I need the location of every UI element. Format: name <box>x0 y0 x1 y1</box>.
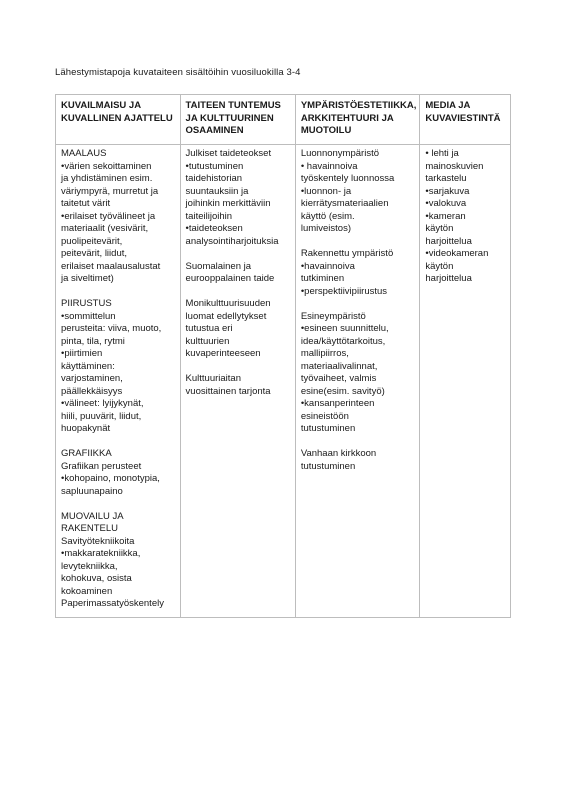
content-line: •havainnoiva <box>300 260 355 272</box>
header-row <box>56 95 511 145</box>
content-line: •piirtimien <box>61 348 103 359</box>
content-line: •makkaratekniikka, <box>61 548 141 559</box>
content-line: •sommittelun <box>61 310 116 322</box>
content-line: •värien sekoittaminen <box>61 160 152 172</box>
content-line: Paperimassatyöskentely <box>61 598 164 609</box>
content-line: kulttuurien <box>185 335 230 347</box>
cell-kuvailmaisu <box>56 145 181 618</box>
content-line: •valokuva <box>425 198 467 209</box>
content-block <box>186 373 291 398</box>
content-line: analysointiharjoituksia <box>185 235 279 247</box>
content-line: kierrätysmateriaalien <box>300 198 389 209</box>
header-line: JA KULTTUURINEN <box>185 112 274 124</box>
header-ymparistoestetiikka <box>295 95 420 145</box>
content-line: esineistöön <box>300 410 349 422</box>
content-line: materiaalivalinnat, <box>300 360 378 372</box>
content-line: vuosittainen tarjonta <box>185 385 271 397</box>
content-line: työvaiheet, valmis <box>300 373 377 384</box>
content-line: materiaalit (vesivärit, <box>61 223 149 234</box>
content-block <box>301 311 416 436</box>
content-line: peitevärit, liidut, <box>61 248 128 259</box>
content-line: mallipiirros, <box>300 348 349 359</box>
content-line: käytön <box>425 260 454 272</box>
header-line: MEDIA JA <box>425 100 471 111</box>
header-line: ARKKITEHTUURI JA <box>300 112 394 124</box>
content-line: PIIRUSTUS <box>61 298 112 309</box>
content-line: idea/käyttötarkoitus, <box>300 335 386 347</box>
content-line: Esineympäristö <box>300 310 366 322</box>
content-line: •kohopaino, monotypia, <box>61 473 160 484</box>
content-line: päällekkäisyys <box>61 385 123 397</box>
content-line: • havainnoiva <box>300 160 358 172</box>
header-line: OSAAMINEN <box>185 125 244 136</box>
content-line: tutkiminen <box>300 273 345 284</box>
content-line: kokoaminen <box>61 585 113 597</box>
content-line: väriympyrä, murretut ja <box>61 185 159 197</box>
content-block <box>301 148 416 236</box>
content-line: Savityötekniikoita <box>61 535 135 547</box>
content-line: pinta, tila, rytmi <box>61 335 125 347</box>
content-line: luomat edellytykset <box>185 310 267 322</box>
content-line: taidehistorian <box>185 173 243 184</box>
content-line: •taideteoksen <box>185 223 243 234</box>
content-line: kuvaperinteeseen <box>185 348 261 359</box>
content-line: taiteilijoihin <box>185 210 233 222</box>
content-line: Grafiikan perusteet <box>61 460 142 472</box>
cell-ymparistoestetiikka <box>295 145 420 618</box>
content-line: RAKENTELU <box>61 523 119 534</box>
content-line: •erilaiset työvälineet ja <box>61 210 156 222</box>
content-line: •välineet: lyijykynät, <box>61 398 144 409</box>
content-line: levytekniikka, <box>61 560 118 572</box>
content-line: Rakennettu ympäristö <box>300 248 394 259</box>
content-block <box>61 448 176 498</box>
content-line: MAALAUS <box>61 148 107 159</box>
header-line: KUVALLINEN AJATTELU <box>61 112 173 124</box>
cell-media <box>420 145 511 618</box>
header-line: MUOTOILU <box>300 125 352 136</box>
content-line: •tutustuminen <box>185 160 244 172</box>
content-line: Luonnonympäristö <box>300 148 379 159</box>
content-line: tarkastelu <box>425 173 467 184</box>
header-line: YMPÄRISTÖESTETIIKKA, <box>300 100 417 111</box>
content-line: huopakynät <box>61 423 111 434</box>
content-line: •esineen suunnittelu, <box>300 323 389 334</box>
content-block <box>61 148 176 286</box>
content-line: Suomalainen ja <box>185 260 252 272</box>
content-line: •perspektiivipiirustus <box>300 285 388 297</box>
content-block <box>186 298 291 361</box>
content-line: tutustua eri <box>185 323 233 334</box>
content-line: •luonnon- ja <box>300 185 352 197</box>
content-line: Vanhaan kirkkoon <box>300 448 377 459</box>
header-line: KUVAVIESTINTÄ <box>425 112 501 124</box>
content-line: käyttö (esim. <box>300 210 355 222</box>
content-block <box>425 148 506 286</box>
content-line: sapluunapaino <box>61 485 123 497</box>
content-line: lumiveistos) <box>300 223 351 234</box>
content-block <box>301 248 416 298</box>
content-row <box>56 145 511 618</box>
content-line: erilaiset maalausalustat <box>61 260 161 272</box>
content-line: Kulttuuriaitan <box>185 373 241 384</box>
content-line: harjoittelua <box>425 235 472 247</box>
content-line: GRAFIIKKA <box>61 448 112 459</box>
content-block <box>186 261 291 286</box>
content-line: käyttäminen: <box>61 360 115 372</box>
header-line: KUVAILMAISU JA <box>61 100 142 111</box>
content-line: ja yhdistäminen esim. <box>61 173 153 184</box>
content-line: mainoskuvien <box>425 160 484 172</box>
content-line: eurooppalainen taide <box>185 273 275 284</box>
header-taiteen-tuntemus <box>180 95 295 145</box>
content-block <box>61 298 176 436</box>
content-line: joihinkin merkittäviin <box>185 198 271 209</box>
content-line: suuntauksiin ja <box>185 185 249 197</box>
content-line: esine(esim. savityö) <box>300 385 385 397</box>
content-line: •kansanperinteen <box>300 398 375 409</box>
content-line: •sarjakuva <box>425 185 470 197</box>
content-line: puolipeitevärit, <box>61 235 123 247</box>
header-line: TAITEEN TUNTEMUS <box>185 100 281 111</box>
content-line: tutustuminen <box>300 460 356 472</box>
cell-taiteen-tuntemus <box>180 145 295 618</box>
content-line: käytön <box>425 223 454 234</box>
header-kuvailmaisu <box>56 95 181 145</box>
content-line: MUOVAILU JA <box>61 510 124 522</box>
content-line: kohokuva, osista <box>61 573 132 584</box>
content-line: •kameran <box>425 210 466 222</box>
content-line: Monikulttuurisuuden <box>185 298 271 309</box>
content-line: hiili, puuvärit, liidut, <box>61 410 142 422</box>
content-table <box>55 94 511 618</box>
content-line: tutustuminen <box>300 423 356 434</box>
content-line: varjostaminen, <box>61 373 123 384</box>
content-line: Julkiset taideteokset <box>185 148 272 159</box>
content-line: •videokameran <box>425 248 489 259</box>
content-line: taitetut värit <box>61 198 111 209</box>
content-line: harjoittelua <box>425 273 472 284</box>
header-media <box>420 95 511 145</box>
content-block <box>186 148 291 248</box>
document-title: Lähestymistapoja kuvataiteen sisältöihin vuosiluokilla 3-4 <box>55 67 301 78</box>
content-block <box>301 448 416 473</box>
content-line: ja siveltimet) <box>61 273 114 284</box>
content-block <box>61 511 176 611</box>
content-line: • lehti ja <box>425 148 459 159</box>
content-line: työskentely luonnossa <box>300 173 395 184</box>
content-line: perusteita: viiva, muoto, <box>61 323 162 334</box>
